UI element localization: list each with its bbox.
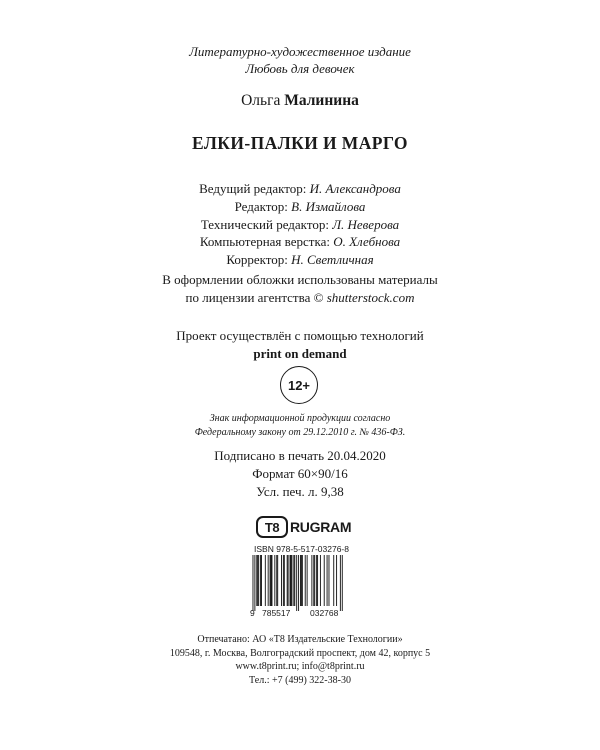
credit-role: Корректор: — [226, 252, 288, 268]
barcode-bar — [311, 555, 312, 606]
age-note-line2: Федеральному закону от 29.12.2010 г. № 436-ФЗ. — [194, 427, 406, 438]
age-rating-label: 12+ — [287, 377, 311, 393]
barcode-bar — [284, 555, 285, 606]
barcode-bar — [291, 555, 292, 606]
barcode-bar — [257, 555, 258, 606]
barcode-bar — [305, 555, 306, 606]
credit-lead-editor — [0, 180, 600, 198]
barcode-bar — [302, 555, 303, 606]
barcode-bar — [316, 555, 317, 606]
barcode — [250, 555, 350, 613]
project-line2: print on demand — [253, 345, 347, 361]
barcode-bar — [336, 555, 337, 606]
cover-credit-line1: В оформлении обложки использованы материалы — [162, 272, 438, 287]
barcode-bar — [276, 555, 277, 606]
credit-role: Ведущий редактор: — [199, 181, 307, 196]
barcode-bar — [307, 555, 308, 606]
barcode-bar — [274, 555, 275, 606]
book-title: ЕЛКИ-ПАЛКИ И МАРГО — [192, 133, 408, 153]
barcode-bar — [288, 555, 289, 606]
publisher-logo-mark: T8 — [256, 516, 288, 538]
print-sheets: Усл. печ. л. 9,38 — [256, 483, 344, 499]
project-note — [0, 327, 600, 363]
barcode-bar — [281, 555, 282, 606]
credit-role: Компьютерная верстка: — [199, 234, 330, 250]
barcode-bar — [277, 555, 278, 606]
barcode-bar — [261, 555, 262, 606]
barcode-bar — [290, 555, 291, 606]
cover-credit-prefix: по лицензии агентства © — [185, 289, 324, 305]
credits-list — [0, 180, 600, 269]
credit-proofreader — [0, 251, 600, 269]
barcode-bar — [253, 555, 254, 611]
printer-phone: Тел.: +7 (499) 322-38-30 — [249, 674, 351, 686]
author-first-name: Ольга — [241, 92, 281, 109]
barcode-bar — [333, 555, 334, 606]
barcode-bar — [268, 555, 269, 606]
print-info — [0, 447, 600, 500]
printer-name: Отпечатано: АО «Т8 Издательские Технологии» — [197, 634, 403, 645]
barcode-bars — [253, 555, 343, 611]
credit-tech-editor — [0, 216, 600, 234]
series-name: Любовь для девочек — [245, 61, 355, 76]
barcode-bar — [324, 555, 325, 606]
barcode-bar — [342, 555, 343, 611]
series-info — [0, 43, 600, 77]
cover-credit-line2 — [0, 289, 600, 307]
printer-web: www.t8print.ru; info@t8print.ru — [235, 661, 365, 672]
barcode-bar — [265, 555, 266, 606]
barcode-bar — [320, 555, 321, 606]
credit-layout — [0, 233, 600, 251]
project-line1: Проект осуществлён с помощью технологий — [176, 328, 424, 343]
barcode-bar — [317, 555, 318, 606]
barcode-bar — [313, 555, 314, 606]
credit-name: Н. Светличная — [291, 252, 374, 268]
barcode-bar — [283, 555, 284, 606]
barcode-bar — [296, 555, 297, 611]
barcode-bar — [256, 555, 257, 606]
author — [0, 91, 600, 111]
printer-info — [0, 633, 600, 687]
barcode-bar — [340, 555, 341, 611]
cover-credit — [0, 271, 600, 307]
barcode-bar — [298, 555, 299, 611]
barcode-left-digits: 785517 — [262, 608, 291, 618]
barcode-bar — [271, 555, 272, 606]
barcode-bar — [270, 555, 271, 606]
barcode-bar — [287, 555, 288, 606]
barcode-bar — [300, 555, 301, 606]
barcode-right-digits: 032768 — [310, 608, 339, 618]
author-last-name: Малинина — [284, 92, 359, 109]
publisher-logo — [256, 515, 352, 539]
barcode-bar — [258, 555, 259, 606]
isbn-number: ISBN 978-5-517-03276-8 — [254, 544, 349, 554]
barcode-bar — [293, 555, 294, 606]
barcode-bar — [254, 555, 255, 611]
credit-role: Редактор: — [234, 198, 288, 214]
age-rating-circle — [280, 366, 318, 404]
publisher-logo-name: RUGRAM — [290, 519, 352, 535]
age-rating-badge — [280, 366, 318, 404]
barcode-bar — [329, 555, 330, 606]
age-rating-note — [0, 412, 600, 440]
barcode-bar — [301, 555, 302, 606]
printer-address: 109548, г. Москва, Волгоградский проспект, дом 42, корпус 5 — [169, 647, 431, 659]
barcode-bar — [260, 555, 261, 606]
credit-name: В. Измайлова — [291, 198, 366, 214]
print-format: Формат 60×90/16 — [252, 465, 348, 481]
barcode-bar — [327, 555, 328, 606]
age-note-line1: Знак информационной продукции согласно — [209, 413, 391, 424]
credit-name: И. Александрова — [309, 181, 401, 196]
credit-role: Технический редактор: — [200, 216, 329, 232]
barcode-first-digit: 9 — [250, 608, 255, 618]
credit-name: Л. Неверова — [332, 216, 400, 232]
credit-name: О. Хлебнова — [333, 234, 401, 250]
credit-editor — [0, 198, 600, 216]
print-signed-date: Подписано в печать 20.04.2020 — [214, 448, 386, 463]
series-edition-type: Литературно-художественное издание — [189, 44, 411, 59]
barcode-bar — [272, 555, 273, 606]
cover-credit-agency: shutterstock.com — [326, 289, 415, 305]
barcode-bar — [294, 555, 295, 606]
barcode-bar — [291, 555, 292, 606]
barcode-bar — [314, 555, 315, 606]
